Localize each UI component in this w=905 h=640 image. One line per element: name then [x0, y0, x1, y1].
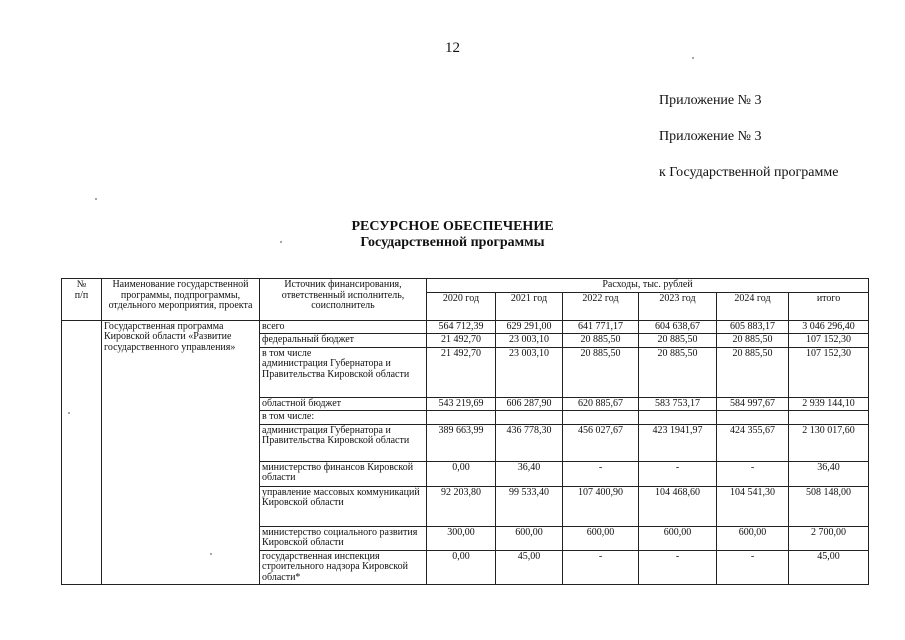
cell-value: 20 885,50 — [717, 347, 789, 397]
cell-total: 3 046 296,40 — [789, 320, 869, 334]
cell-value: 605 883,17 — [717, 320, 789, 334]
cell-total: 2 130 017,60 — [789, 424, 869, 461]
cell-value: 45,00 — [496, 550, 563, 585]
cell-value: 436 778,30 — [496, 424, 563, 461]
cell-source: всего — [260, 320, 427, 334]
cell-value: 23 003,10 — [496, 334, 563, 348]
cell-value — [717, 411, 789, 425]
cell-value: 0,00 — [427, 461, 496, 486]
cell-value: 629 291,00 — [496, 320, 563, 334]
cell-value: - — [563, 461, 639, 486]
header-year: 2020 год — [427, 292, 496, 320]
cell-value: 20 885,50 — [639, 334, 717, 348]
cell-value: 600,00 — [563, 526, 639, 550]
cell-num — [62, 320, 102, 585]
cell-value: 641 771,17 — [563, 320, 639, 334]
cell-value: 543 219,69 — [427, 397, 496, 411]
cell-value: 584 997,67 — [717, 397, 789, 411]
cell-value: 423 1941,97 — [639, 424, 717, 461]
header-name: Наименование государственной программы, подпрограммы, отдельного мероприятия, проекта — [102, 279, 260, 321]
scan-speck — [280, 241, 282, 243]
cell-source: министерство социального развития Кировской области — [260, 526, 427, 550]
cell-value: 604 638,67 — [639, 320, 717, 334]
cell-value: 564 712,39 — [427, 320, 496, 334]
cell-value: 600,00 — [639, 526, 717, 550]
scan-speck — [68, 412, 70, 414]
cell-source: администрация Губернатора и Правительства Кировской области — [260, 424, 427, 461]
cell-value: 104 541,30 — [717, 486, 789, 526]
cell-value: - — [563, 550, 639, 585]
cell-value: 606 287,90 — [496, 397, 563, 411]
cell-value — [639, 411, 717, 425]
cell-value: 99 533,40 — [496, 486, 563, 526]
scan-speck — [210, 553, 212, 555]
cell-source: федеральный бюджет — [260, 334, 427, 348]
appendix-line-1: Приложение № 3 — [659, 93, 762, 108]
cell-value: - — [717, 461, 789, 486]
cell-total: 107 152,30 — [789, 334, 869, 348]
cell-value: 92 203,80 — [427, 486, 496, 526]
header-year: 2022 год — [563, 292, 639, 320]
page-number: 12 — [445, 40, 460, 56]
cell-total: 2 939 144,10 — [789, 397, 869, 411]
cell-total: 2 700,00 — [789, 526, 869, 550]
appendix-line-3: к Государственной программе — [659, 165, 839, 180]
header-total: итого — [789, 292, 869, 320]
cell-total: 107 152,30 — [789, 347, 869, 397]
cell-total — [789, 411, 869, 425]
table-body — [62, 320, 869, 585]
document-title — [0, 219, 905, 251]
cell-value: 389 663,99 — [427, 424, 496, 461]
resource-table — [61, 278, 869, 585]
cell-value: 20 885,50 — [563, 347, 639, 397]
scan-speck — [692, 57, 694, 59]
cell-value: - — [639, 461, 717, 486]
scan-speck — [95, 198, 97, 200]
cell-value: 600,00 — [496, 526, 563, 550]
cell-value: 456 027,67 — [563, 424, 639, 461]
cell-value — [496, 411, 563, 425]
cell-source: в том числе: — [260, 411, 427, 425]
cell-source: областной бюджет — [260, 397, 427, 411]
cell-value: 583 753,17 — [639, 397, 717, 411]
title-line-2: Государственной программы — [360, 235, 545, 250]
cell-value — [563, 411, 639, 425]
cell-value: 300,00 — [427, 526, 496, 550]
cell-source: в том числе администрация Губернатора и Правительства Кировской области — [260, 347, 427, 397]
cell-value: 21 492,70 — [427, 334, 496, 348]
cell-value: 20 885,50 — [717, 334, 789, 348]
cell-program-name: Государственная программа Кировской области «Развитие государственного управления» — [102, 320, 260, 585]
header-expenses: Расходы, тыс. рублей — [427, 279, 869, 293]
header-year: 2023 год — [639, 292, 717, 320]
cell-value: - — [717, 550, 789, 585]
cell-value: 36,40 — [496, 461, 563, 486]
header-year: 2024 год — [717, 292, 789, 320]
cell-source: управление массовых коммуникаций Кировской области — [260, 486, 427, 526]
cell-total: 45,00 — [789, 550, 869, 585]
header-source: Источник финансирования, ответственный исполнитель, соисполнитель — [260, 279, 427, 321]
cell-value: 600,00 — [717, 526, 789, 550]
cell-value — [427, 411, 496, 425]
cell-value: 0,00 — [427, 550, 496, 585]
title-line-1: РЕСУРСНОЕ ОБЕСПЕЧЕНИЕ — [351, 219, 554, 234]
cell-source: государственная инспекция строительного надзора Кировской области* — [260, 550, 427, 585]
cell-value: 104 468,60 — [639, 486, 717, 526]
cell-value: 107 400,90 — [563, 486, 639, 526]
header-year: 2021 год — [496, 292, 563, 320]
cell-value: 20 885,50 — [563, 334, 639, 348]
header-num: № п/п — [62, 279, 102, 321]
table-row — [62, 320, 869, 334]
cell-total: 36,40 — [789, 461, 869, 486]
cell-value: 23 003,10 — [496, 347, 563, 397]
cell-source: министерство финансов Кировской области — [260, 461, 427, 486]
cell-total: 508 148,00 — [789, 486, 869, 526]
table-header-row — [62, 279, 869, 293]
cell-value: 424 355,67 — [717, 424, 789, 461]
cell-value: 21 492,70 — [427, 347, 496, 397]
appendix-line-2: Приложение № 3 — [659, 129, 762, 144]
cell-value: - — [639, 550, 717, 585]
cell-value: 20 885,50 — [639, 347, 717, 397]
cell-value: 620 885,67 — [563, 397, 639, 411]
